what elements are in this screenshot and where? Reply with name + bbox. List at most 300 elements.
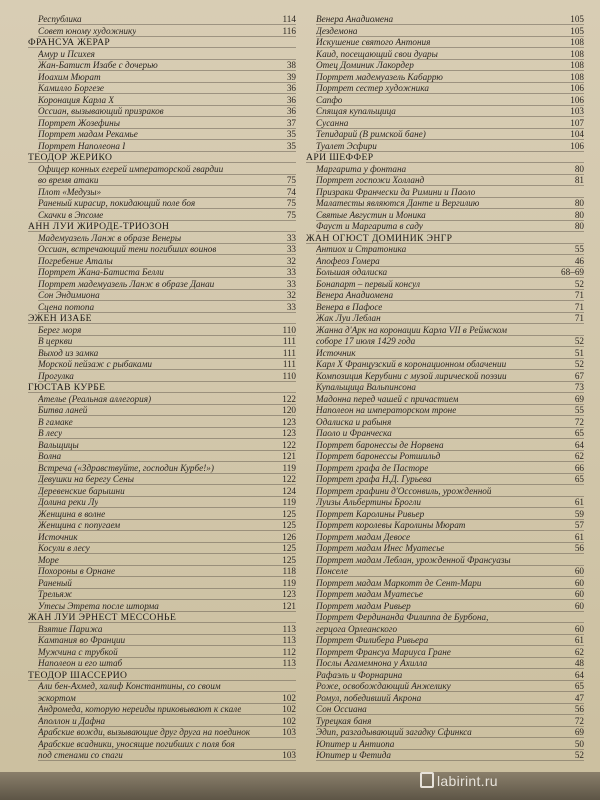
index-entry [28, 210, 296, 221]
artwork-title: Кампания во Франции [38, 635, 126, 645]
page-number: 110 [282, 370, 296, 381]
page-number: 111 [282, 336, 296, 346]
index-entry [28, 681, 296, 692]
page-number: 75 [286, 209, 296, 220]
index-entry [306, 658, 584, 669]
artwork-title: Апофеоз Гомера [316, 255, 380, 266]
page-number: 52 [574, 278, 584, 289]
page-number: 106 [570, 140, 584, 151]
artwork-title: Жак Луи Леблан [316, 313, 381, 323]
page-number: 56 [574, 543, 584, 553]
artwork-title: Портрет мадемуазель Кабаррю [316, 71, 443, 82]
index-entry [28, 371, 296, 382]
index-entry [28, 187, 296, 198]
index-entry [306, 336, 584, 347]
artwork-title: Спящая купальщица [316, 106, 396, 116]
index-entry [306, 37, 584, 48]
page-number: 108 [570, 71, 584, 82]
index-entry [306, 440, 584, 451]
page-number: 105 [570, 25, 584, 36]
page-number: 65 [574, 428, 584, 438]
index-entry [28, 451, 296, 462]
artist-name: ТЕОДОР ЖЕРИКО [28, 152, 113, 163]
page-number: 105 [570, 14, 584, 24]
artwork-title: Портрет графа де Пасторе [316, 462, 429, 473]
index-entry [306, 106, 584, 117]
artwork-title: Роже, освобождающий Анжелику [316, 681, 451, 691]
index-entry [28, 164, 296, 175]
page-number: 61 [574, 635, 584, 645]
artwork-title: Портрет королевы Каролины Мюрат [316, 520, 466, 530]
artwork-title: Венера в Пафосе [316, 301, 383, 312]
artwork-title: Республика [38, 14, 82, 24]
artwork-title: Мадемуазель Ланж в образе Венеры [38, 232, 182, 243]
index-entry [306, 612, 584, 623]
artwork-title: Искушение святого Антония [316, 37, 431, 47]
index-entry [306, 532, 584, 543]
index-entry [306, 187, 584, 198]
artwork-title: Юпитер и Фетида [316, 750, 391, 760]
index-entry [306, 198, 584, 209]
index-entry [28, 129, 296, 140]
index-entry [306, 256, 584, 267]
page-number: 36 [286, 83, 296, 93]
index-entry [306, 371, 584, 382]
artwork-title: Сон Эндимиона [38, 290, 100, 300]
index-entry [306, 244, 584, 255]
page-number: 52 [574, 336, 584, 346]
artwork-title: Али бен-Ахмед, халиф Константины, со своим [38, 681, 221, 691]
index-entry [306, 497, 584, 508]
page-number: 103 [282, 750, 296, 760]
page-number: 60 [574, 623, 584, 634]
artwork-title: Антиох и Стратоника [316, 244, 407, 254]
artwork-title: Берег моря [38, 324, 82, 335]
artwork-title: Вальщицы [38, 439, 79, 450]
page-number: 69 [574, 393, 584, 404]
artist-name: ГЮСТАВ КУРБЕ [28, 382, 106, 393]
artwork-title: Женщина с попугаем [38, 520, 121, 530]
index-entry [28, 302, 296, 313]
index-section-heading [28, 313, 296, 324]
index-entry [306, 520, 584, 531]
page-number: 51 [574, 347, 584, 358]
artwork-title: Портрет графини д'Оссонвиль, урожденной [316, 485, 492, 496]
artwork-title: Деревенские барышни [38, 485, 125, 496]
index-entry [306, 566, 584, 577]
index-entry [306, 302, 584, 313]
index-entry [306, 279, 584, 290]
index-entry [306, 727, 584, 738]
page-number: 80 [574, 198, 584, 208]
page-number: 125 [282, 554, 296, 565]
page-number: 118 [282, 566, 296, 576]
index-entry [28, 325, 296, 336]
index-entry [28, 394, 296, 405]
page-number: 66 [574, 462, 584, 473]
artwork-title: Плот «Медузы» [38, 186, 102, 197]
index-entry [28, 359, 296, 370]
artwork-title: герцога Орлеанского [316, 623, 398, 634]
page-number: 52 [574, 750, 584, 760]
artwork-title: Маргарита у фонтана [316, 163, 407, 174]
artwork-title: Иоахим Мюрат [38, 71, 101, 82]
artwork-title: Портрет Фердинанда Филиппа де Бурбона, [316, 612, 489, 622]
index-entry [28, 233, 296, 244]
page-number: 55 [574, 244, 584, 254]
page-number: 119 [282, 577, 296, 588]
index-entry [28, 750, 296, 761]
page-number: 59 [574, 508, 584, 519]
index-section-heading [306, 152, 584, 163]
artwork-title: Аполлон и Дафна [38, 715, 106, 726]
index-entry [306, 509, 584, 520]
index-entry [28, 141, 296, 152]
index-entry [306, 221, 584, 232]
index-entry [28, 693, 296, 704]
page-number: 68–69 [561, 267, 584, 277]
watermark [420, 772, 498, 789]
index-entry [28, 348, 296, 359]
artwork-title: Большая одалиска [316, 267, 388, 277]
artwork-title: Жан-Батист Изабе с дочерью [38, 60, 158, 70]
index-entry [306, 313, 584, 324]
artwork-title: Святые Августин и Моника [316, 209, 426, 220]
index-entry [28, 198, 296, 209]
page-number: 81 [574, 175, 584, 185]
artwork-title: Портрет Филибера Ривьера [316, 635, 429, 645]
index-entry [306, 405, 584, 416]
index-entry [28, 14, 296, 25]
page-number: 64 [574, 439, 584, 450]
page-number: 125 [282, 508, 296, 519]
artwork-title: Долина реки Лу [38, 497, 99, 507]
artwork-title: Скачки в Эпсоме [38, 209, 104, 220]
index-entry [306, 394, 584, 405]
page-number: 121 [282, 451, 296, 461]
artwork-title: Арабские вожди, вызывающие друг друга на поединок [38, 727, 251, 737]
artwork-title: Портрет мадам Ривьер [316, 600, 411, 611]
artwork-title: Погребение Аталы [38, 255, 113, 266]
index-entry [28, 543, 296, 554]
index-entry [28, 532, 296, 543]
page-number: 123 [282, 416, 296, 427]
artwork-title: Сцена потопа [38, 301, 95, 312]
artwork-title: Дездемона [316, 25, 358, 36]
artwork-title: Раненый [38, 577, 72, 588]
page-number: 124 [282, 485, 296, 496]
artwork-title: Юпитер и Антиопа [316, 738, 395, 749]
artwork-title: В гамаке [38, 416, 73, 427]
page-number: 111 [282, 359, 296, 369]
page-number: 35 [286, 129, 296, 139]
artwork-title: Портрет баронессы Ротшильд [316, 451, 441, 461]
page-number: 110 [282, 324, 296, 335]
artwork-title: Сусанна [316, 117, 349, 128]
index-entry [28, 704, 296, 715]
index-entry [306, 474, 584, 485]
page-number: 38 [286, 60, 296, 70]
artwork-title: Жанна д'Арк на коронации Карла VII в Реймском [316, 324, 508, 335]
artwork-title: В лесу [38, 428, 63, 438]
page-number: 125 [282, 520, 296, 530]
artwork-title: Арабские всадники, уносящие погибших с поля боя [38, 738, 235, 749]
index-entry [28, 279, 296, 290]
index-entry [306, 72, 584, 83]
artwork-title: Взятие Парижа [38, 623, 103, 634]
page-number: 33 [286, 267, 296, 277]
artwork-title: Композиция Керубини с музой лирической поэзии [316, 370, 507, 381]
artwork-title: Портрет Наполеона I [38, 140, 126, 151]
artwork-title: Офицер конных егерей императорской гвардии [38, 163, 224, 174]
artist-name: АНН ЛУИ ЖИРОДЕ-ТРИОЗОН [28, 221, 170, 232]
index-entry [28, 520, 296, 531]
index-entry [306, 451, 584, 462]
index-entry [28, 647, 296, 658]
artwork-title: Венера Анадиомена [316, 290, 394, 300]
page-number: 72 [574, 416, 584, 427]
artwork-title: Одалиска и рабыня [316, 416, 392, 427]
page-number: 108 [570, 48, 584, 59]
index-entry [28, 578, 296, 589]
page-number: 33 [286, 301, 296, 312]
page-number: 75 [286, 198, 296, 208]
artwork-title: Карл X Французский в коронационном облачении [316, 359, 507, 369]
artwork-title: Совет юному художнику [38, 25, 137, 36]
artwork-title: эскортом [38, 692, 76, 703]
index-entry [306, 118, 584, 129]
artwork-title: Каид, посещающий свои дуары [316, 48, 438, 59]
index-entry [28, 175, 296, 186]
page-number: 116 [282, 25, 296, 36]
artwork-title: Битва ланей [38, 405, 88, 415]
index-entry [306, 348, 584, 359]
artwork-title: Портрет Каролины Ривьер [316, 508, 425, 519]
artist-name: ЖАН ЛУИ ЭРНЕСТ МЕССОНЬЕ [28, 612, 177, 623]
artwork-title: Портрет госпожи Холланд [316, 175, 425, 185]
artwork-title: Трельяж [38, 589, 73, 599]
index-entry [28, 244, 296, 255]
artwork-title: Турецкая баня [316, 715, 372, 726]
index-entry [28, 417, 296, 428]
page-number: 121 [282, 600, 296, 611]
page-number: 56 [574, 704, 584, 714]
artwork-title: Портрет мадам Муатесье [316, 589, 423, 599]
labirint-logo-icon [420, 772, 434, 788]
page-number: 102 [282, 704, 296, 714]
index-entry [28, 118, 296, 129]
page-number: 36 [286, 94, 296, 105]
index-entry [28, 601, 296, 612]
page-number: 106 [570, 83, 584, 93]
artwork-title: Девушки на берегу Сены [38, 474, 134, 484]
page-number: 122 [282, 393, 296, 404]
artwork-title: Источник [38, 531, 78, 542]
page-number: 71 [574, 301, 584, 312]
artwork-title: Купальщица Вальпинсона [316, 382, 417, 392]
artwork-title: Портрет мадам Леблан, урожденной Франсуазы [316, 554, 511, 565]
index-entry [28, 256, 296, 267]
index-entry [28, 290, 296, 301]
page-number: 108 [570, 37, 584, 47]
index-entry [28, 474, 296, 485]
page-number: 107 [570, 117, 584, 128]
page-number: 52 [574, 359, 584, 369]
page-number: 60 [574, 600, 584, 611]
page-number: 122 [282, 474, 296, 484]
page-number: 80 [574, 209, 584, 220]
page-number: 123 [282, 589, 296, 599]
index-entry [28, 72, 296, 83]
index-entry [28, 486, 296, 497]
index-entry [28, 739, 296, 750]
page-number: 60 [574, 577, 584, 588]
index-entry [306, 635, 584, 646]
index-entry [28, 60, 296, 71]
artwork-title: Рафаэль и Форнарина [316, 669, 403, 680]
artwork-title: Портрет Франсуа Мариуса Гране [316, 646, 451, 657]
index-entry [306, 681, 584, 692]
page-number: 57 [574, 520, 584, 530]
index-entry [28, 497, 296, 508]
index-entry [306, 704, 584, 715]
artwork-title: Ромул, победивший Акрона [316, 692, 422, 703]
index-entry [28, 635, 296, 646]
page-number: 119 [282, 462, 296, 473]
page-number: 71 [574, 290, 584, 300]
artwork-title: Портрет графа Н.Д. Гурьева [316, 474, 432, 484]
index-section-heading [28, 382, 296, 393]
artwork-title: Послы Агамемнона у Ахилла [316, 658, 428, 668]
index-entry [306, 164, 584, 175]
artwork-title: Призраки Франчески да Римини и Паоло [316, 186, 476, 197]
page-number: 114 [282, 14, 296, 24]
index-entry [28, 49, 296, 60]
artwork-title: Тепидарий (В римской бане) [316, 129, 426, 139]
index-entry [28, 26, 296, 37]
artwork-title: Похороны в Орнане [38, 566, 116, 576]
index-entry [28, 566, 296, 577]
index-entry [306, 555, 584, 566]
page-number: 67 [574, 370, 584, 381]
index-entry [306, 670, 584, 681]
artwork-title: Туалет Эсфири [316, 140, 377, 151]
artist-name: АРИ ШЕФФЕР [306, 152, 374, 163]
page-number: 60 [574, 566, 584, 576]
artwork-title: Мадонна перед чашей с причастием [316, 393, 459, 404]
page-number: 102 [282, 715, 296, 726]
index-entry [28, 440, 296, 451]
artwork-title: Мужчина с трубкой [38, 646, 118, 657]
artwork-title: Волна [38, 451, 62, 461]
artwork-title: Портрет мадам Маркотт де Сент-Мари [316, 577, 482, 588]
index-entry [28, 624, 296, 635]
page-number: 125 [282, 543, 296, 553]
artwork-title: во время атаки [38, 175, 99, 185]
index-entry [306, 359, 584, 370]
artwork-title: Источник [316, 347, 356, 358]
index-entry [306, 578, 584, 589]
index-entry [28, 405, 296, 416]
index-entry [306, 26, 584, 37]
index-entry [306, 543, 584, 554]
index-section-heading [28, 670, 296, 681]
page-number: 111 [282, 347, 296, 358]
page-number: 72 [574, 715, 584, 726]
page-number: 64 [574, 669, 584, 680]
index-entry [306, 601, 584, 612]
artwork-title: Малатесты являются Данте и Вергилию [316, 198, 480, 208]
index-entry [28, 716, 296, 727]
page-number: 119 [282, 497, 296, 507]
index-entry [306, 693, 584, 704]
index-section-heading [28, 612, 296, 623]
page-number: 113 [282, 658, 296, 668]
index-entry [28, 589, 296, 600]
artwork-title: Раненый кирасир, покидающий поле боя [38, 198, 196, 208]
index-entry [306, 141, 584, 152]
index-entry [28, 509, 296, 520]
artwork-title: Оссиан, встречающий тени погибших воинов [38, 244, 217, 254]
index-entry [28, 336, 296, 347]
artwork-title: Луизы Альбертины Брогли [316, 497, 421, 507]
page-number: 69 [574, 727, 584, 737]
page-bottom-edge [0, 772, 600, 800]
artwork-title: В церкви [38, 336, 73, 346]
page-number: 80 [574, 221, 584, 231]
index-entry [306, 175, 584, 186]
page-number: 39 [286, 71, 296, 82]
artwork-title: Прогулка [38, 370, 74, 381]
page-number: 102 [282, 692, 296, 703]
page-number: 123 [282, 428, 296, 438]
page-number: 126 [282, 531, 296, 542]
index-section-heading [28, 37, 296, 48]
artwork-title: Портрет мадам Инес Муатесье [316, 543, 445, 553]
index-entry [28, 463, 296, 474]
artwork-title: Амур и Психея [38, 48, 95, 59]
index-entry [28, 95, 296, 106]
page-number: 112 [282, 646, 296, 657]
artwork-title: Сон Оссиана [316, 704, 367, 714]
index-entry [306, 60, 584, 71]
page-number: 122 [282, 439, 296, 450]
artist-name: ФРАНСУА ЖЕРАР [28, 37, 111, 48]
index-entry [306, 210, 584, 221]
index-entry [306, 382, 584, 393]
index-entry [306, 95, 584, 106]
artwork-title: Портрет Жозефины [38, 117, 120, 128]
page-number: 37 [286, 117, 296, 128]
index-entry [306, 750, 584, 761]
page-number: 120 [282, 405, 296, 415]
page-number: 48 [574, 658, 584, 668]
artwork-title: Бонапарт – первый консул [316, 278, 420, 289]
artwork-title: Море [38, 554, 59, 565]
page-number: 46 [574, 255, 584, 266]
page-number: 36 [286, 106, 296, 116]
index-entry [306, 716, 584, 727]
index-entry [306, 290, 584, 301]
page-number: 108 [570, 60, 584, 70]
index-entry [306, 624, 584, 635]
page-number: 55 [574, 405, 584, 415]
artwork-title: Сапфо [316, 94, 343, 105]
page-number: 61 [574, 497, 584, 507]
page-number: 61 [574, 531, 584, 542]
index-entry [306, 486, 584, 497]
artwork-title: Морской пейзаж с рыбаками [38, 359, 153, 369]
